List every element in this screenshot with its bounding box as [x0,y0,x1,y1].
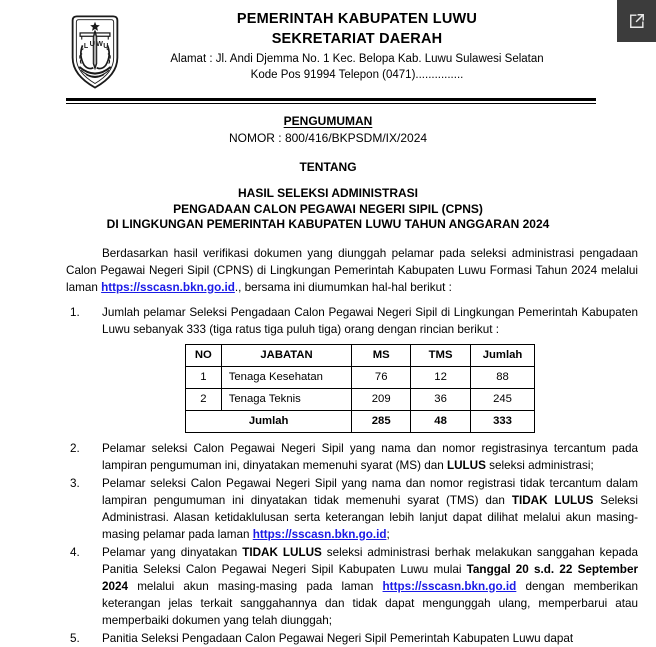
emphasis-text: TIDAK LULUS [511,493,594,507]
announcement-item [66,440,638,474]
table-total-label: Jumlah [186,410,352,432]
table-cell: 36 [411,388,471,410]
table-cell: 76 [352,366,411,388]
letterhead-text [128,10,586,83]
emphasis-text: Tanggal 20 s.d. 22 September 2024 [102,562,638,593]
table-column-header: NO [186,344,222,366]
svg-text:W: W [96,41,103,49]
announcement-title-block [0,113,656,233]
announcement-subject [0,186,656,233]
plain-text: seleksi administrasi; [485,458,594,472]
open-external-button[interactable] [617,0,656,42]
table-cell: Tenaga Teknis [221,388,352,410]
organization-name-line2: SEKRETARIAT DAERAH [271,31,443,47]
subject-line-2: PENGADAAN CALON PEGAWAI NEGERI SIPIL (CPNS) [173,201,483,216]
item-text [102,442,638,472]
announcement-item-list [66,304,638,647]
plain-text: Pelamar seleksi Calon Pegawai Negeri Sipil yang nama dan nomor registrasinya tercantum pada lampiran pengumuman ini, dinyatakan memenuhi syarat (MS) dan [102,441,638,472]
opening-paragraph [66,245,638,296]
plain-text: Jumlah pelamar Seleksi Pengadaan Calon Pegawai Negeri Sipil di Lingkungan Pemerintah Kabupaten Luwu sebanyak 333 (tiga ratus tiga puluh tiga) orang dengan rincian berikut : [102,305,638,336]
sscasn-link[interactable]: https://sscasn.bkn.go.id [252,527,387,541]
announcement-heading: PENGUMUMAN [283,114,373,128]
emphasis-text: LULUS [446,458,486,472]
table-total-row [186,410,535,432]
table-cell: 12 [411,366,471,388]
announcement-number: NOMOR : 800/416/BKPSDM/IX/2024 [228,131,428,145]
table-cell: 1 [186,366,222,388]
plain-text: Seleksi Administrasi. Alasan ketidaklulusan serta keterangan lebih lanjut dapat dilihat melalui akun masing-masing pelamar pada laman [102,493,638,541]
sscasn-link-opening[interactable]: https://sscasn.bkn.go.id [101,280,235,294]
plain-text: Pelamar yang dinyatakan [102,545,243,559]
announcement-item [66,544,638,629]
table-total-cell: 333 [471,410,535,432]
plain-text: dengan memberikan keterangan jelas terkait sanggahannya dan tidak dapat mengunggah ulang, memperbarui atau memperbaiki dokumen yang telah diunggah; [102,579,638,627]
subject-line-1: HASIL SELEKSI ADMINISTRASI [237,186,419,200]
announcement-item [66,630,638,647]
announcement-item [66,304,638,433]
emphasis-text: TIDAK LULUS [242,545,322,559]
item-marker: 3. [70,476,80,490]
item-text [102,477,638,541]
table-cell: Tenaga Kesehatan [221,366,352,388]
table-header-row [186,344,535,366]
svg-text:U: U [89,41,95,49]
item-text [102,306,638,336]
table-column-header: MS [352,344,411,366]
subject-line-3: DI LINGKUNGAN PEMERINTAH KABUPATEN LUWU TAHUN ANGGARAN 2024 [106,217,550,231]
item-marker: 1. [70,305,80,319]
table-row [186,388,535,410]
plain-text: ; [386,527,390,541]
applicant-summary-table-wrapper [102,344,638,433]
announcement-item [66,475,638,543]
table-cell: 88 [471,366,535,388]
table-row [186,366,535,388]
applicant-summary-table [185,344,535,433]
document-body [0,245,656,647]
table-total-cell: 48 [411,410,471,432]
divider-thick-rule [66,98,596,101]
luwu-regency-coat-of-arms-icon [66,12,124,92]
divider-thin-rule [66,103,596,104]
organization-name-line1: PEMERINTAH KABUPATEN LUWU [236,11,478,27]
table-column-header: Jumlah [471,344,535,366]
organization-address-line1: Alamat : Jl. Andi Djemma No. 1 Kec. Belopa Kab. Luwu Sulawesi Selatan [170,53,544,65]
opening-text-part2: ., bersama ini diumumkan hal-hal berikut : [234,280,452,294]
svg-text:L: L [83,42,89,50]
table-column-header: JABATAN [221,344,352,366]
table-cell: 2 [186,388,222,410]
table-cell: 209 [352,388,411,410]
organization-address-line2: Kode Pos 91994 Telepon (0471)............... [250,69,464,81]
letterhead [0,0,656,92]
open-in-new-window-icon [627,11,647,31]
item-text [102,632,573,645]
table-total-cell: 285 [352,410,411,432]
plain-text: seleksi administrasi berhak melakukan sanggahan kepada Panitia Seleksi Calon Pegawai Negeri Sipil Kabupaten Luwu mulai [102,545,638,576]
item-marker: 2. [70,441,80,455]
item-text [102,546,638,627]
plain-text: melalui akun masing-masing pada laman [128,579,383,593]
opening-text-part1: Berdasarkan hasil verifikasi dokumen yang diunggah pelamar pada seleksi administrasi pengadaan Calon Pegawai Negeri Sipil (CPNS) di Lingkungan Pemerintah Kabupaten Luwu Formasi Tahun 2024 melalui laman [66,246,638,294]
svg-text:U: U [103,42,109,50]
announcement-tentang-label: TENTANG [299,160,357,174]
item-marker: 4. [70,545,80,559]
item-marker: 5. [70,631,80,645]
table-cell: 245 [471,388,535,410]
plain-text: Pelamar seleksi Calon Pegawai Negeri Sipil yang nama dan nomor registrasi tidak tercantum dalam lampiran pengumuman ini dinyatakan tidak memenuhi syarat (TMS) dan [102,476,638,507]
sscasn-link[interactable]: https://sscasn.bkn.go.id [382,579,517,593]
table-column-header: TMS [411,344,471,366]
letterhead-divider [66,98,596,104]
plain-text: Panitia Seleksi Pengadaan Calon Pegawai Negeri Sipil Pemerintah Kabupaten Luwu dapat [102,631,574,645]
